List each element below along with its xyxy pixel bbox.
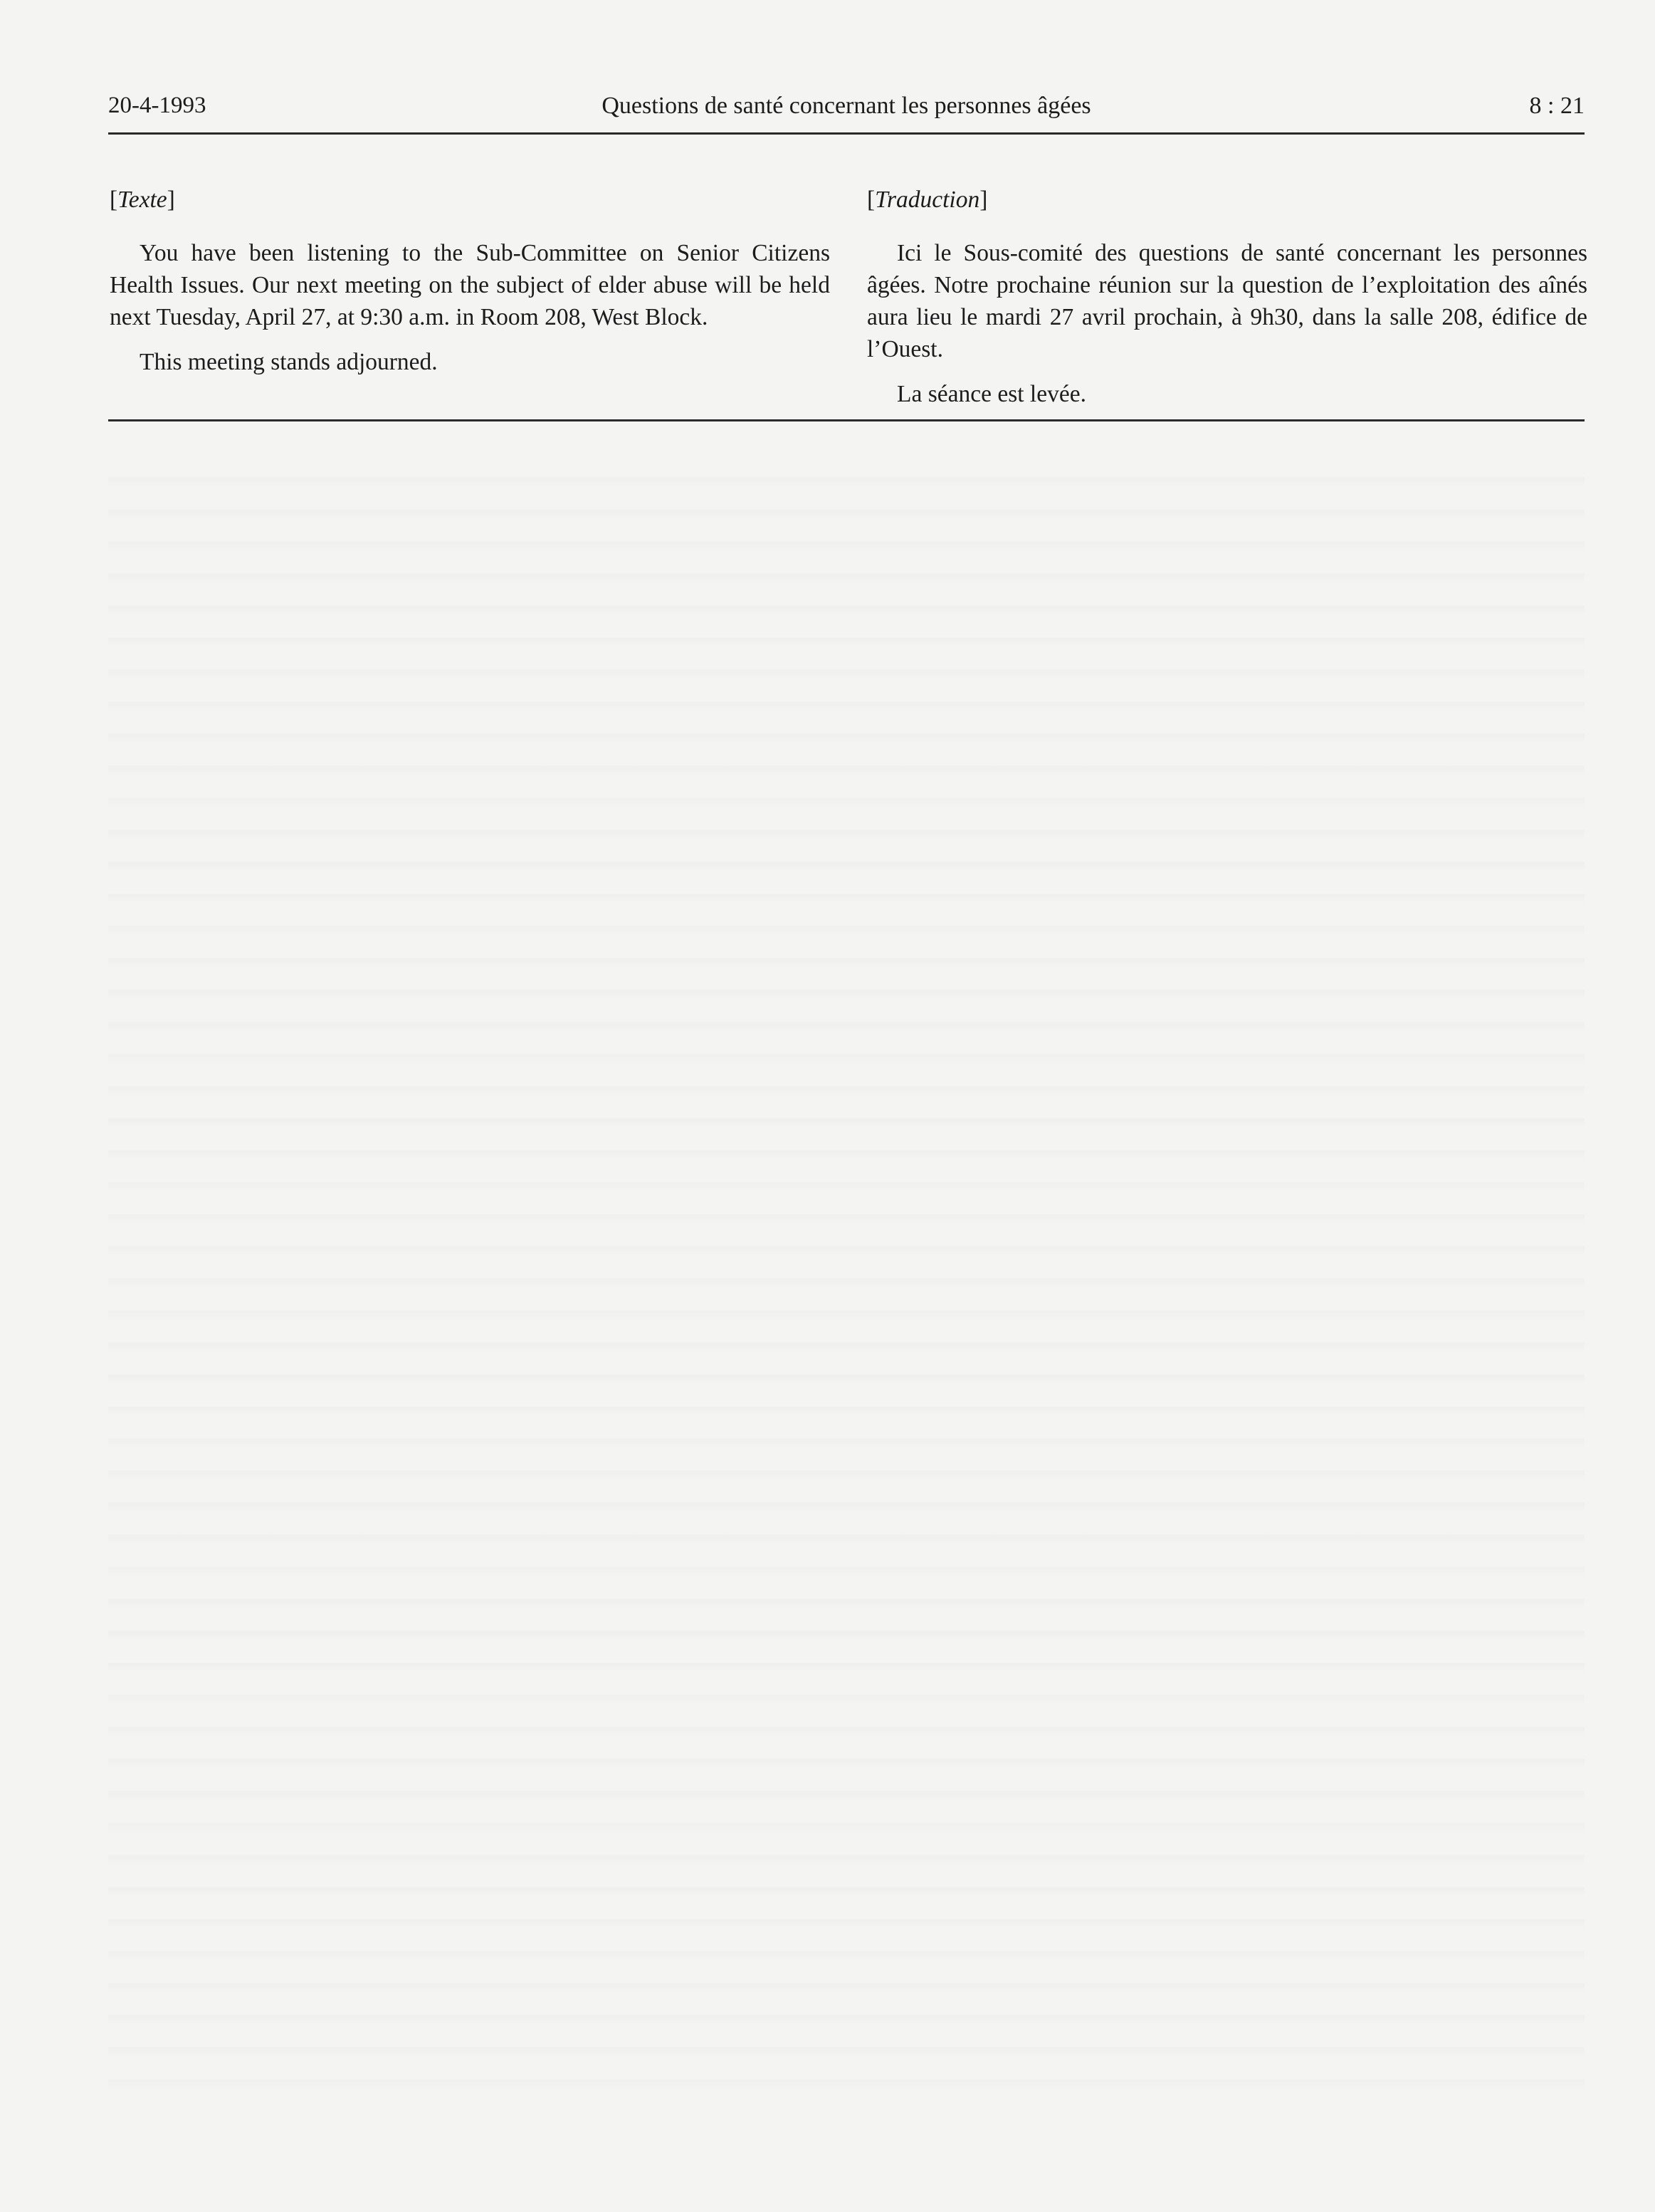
header-title: Questions de santé concernant les personnes âgées xyxy=(601,93,1091,119)
english-paragraph-adjourned: This meeting stands adjourned. xyxy=(140,349,438,375)
section-end-rule xyxy=(108,419,1585,421)
header-rule xyxy=(108,132,1585,135)
french-tag-label: Traduction xyxy=(875,187,980,213)
english-tag-label: Texte xyxy=(117,187,167,213)
english-column xyxy=(110,184,830,378)
french-tag: [Traduction] xyxy=(867,187,988,213)
show-through-background xyxy=(108,456,1585,2093)
header-date: 20-4-1993 xyxy=(108,93,206,118)
page-header xyxy=(108,90,1585,132)
english-paragraph-announcement: You have been listening to the Sub-Committee on Senior Citizens Health Issues. Our next meeting on the subject of elder abuse will be held next Tuesday, April 27, at 9:30 a.m. in Room 208, West Block. xyxy=(110,240,830,330)
header-page-number: 8 : 21 xyxy=(1529,93,1585,119)
french-paragraph-adjourned: La séance est levée. xyxy=(897,381,1086,407)
english-tag: [Texte] xyxy=(110,187,175,213)
french-column xyxy=(867,184,1587,410)
french-paragraph-announcement: Ici le Sous-comité des questions de santé concernant les personnes âgées. Notre prochaine réunion sur la question de l’exploitation des aînés aura lieu le mardi 27 avril prochain, à 9h30, dans la salle 208, édifice de l’Ouest. xyxy=(867,240,1587,362)
